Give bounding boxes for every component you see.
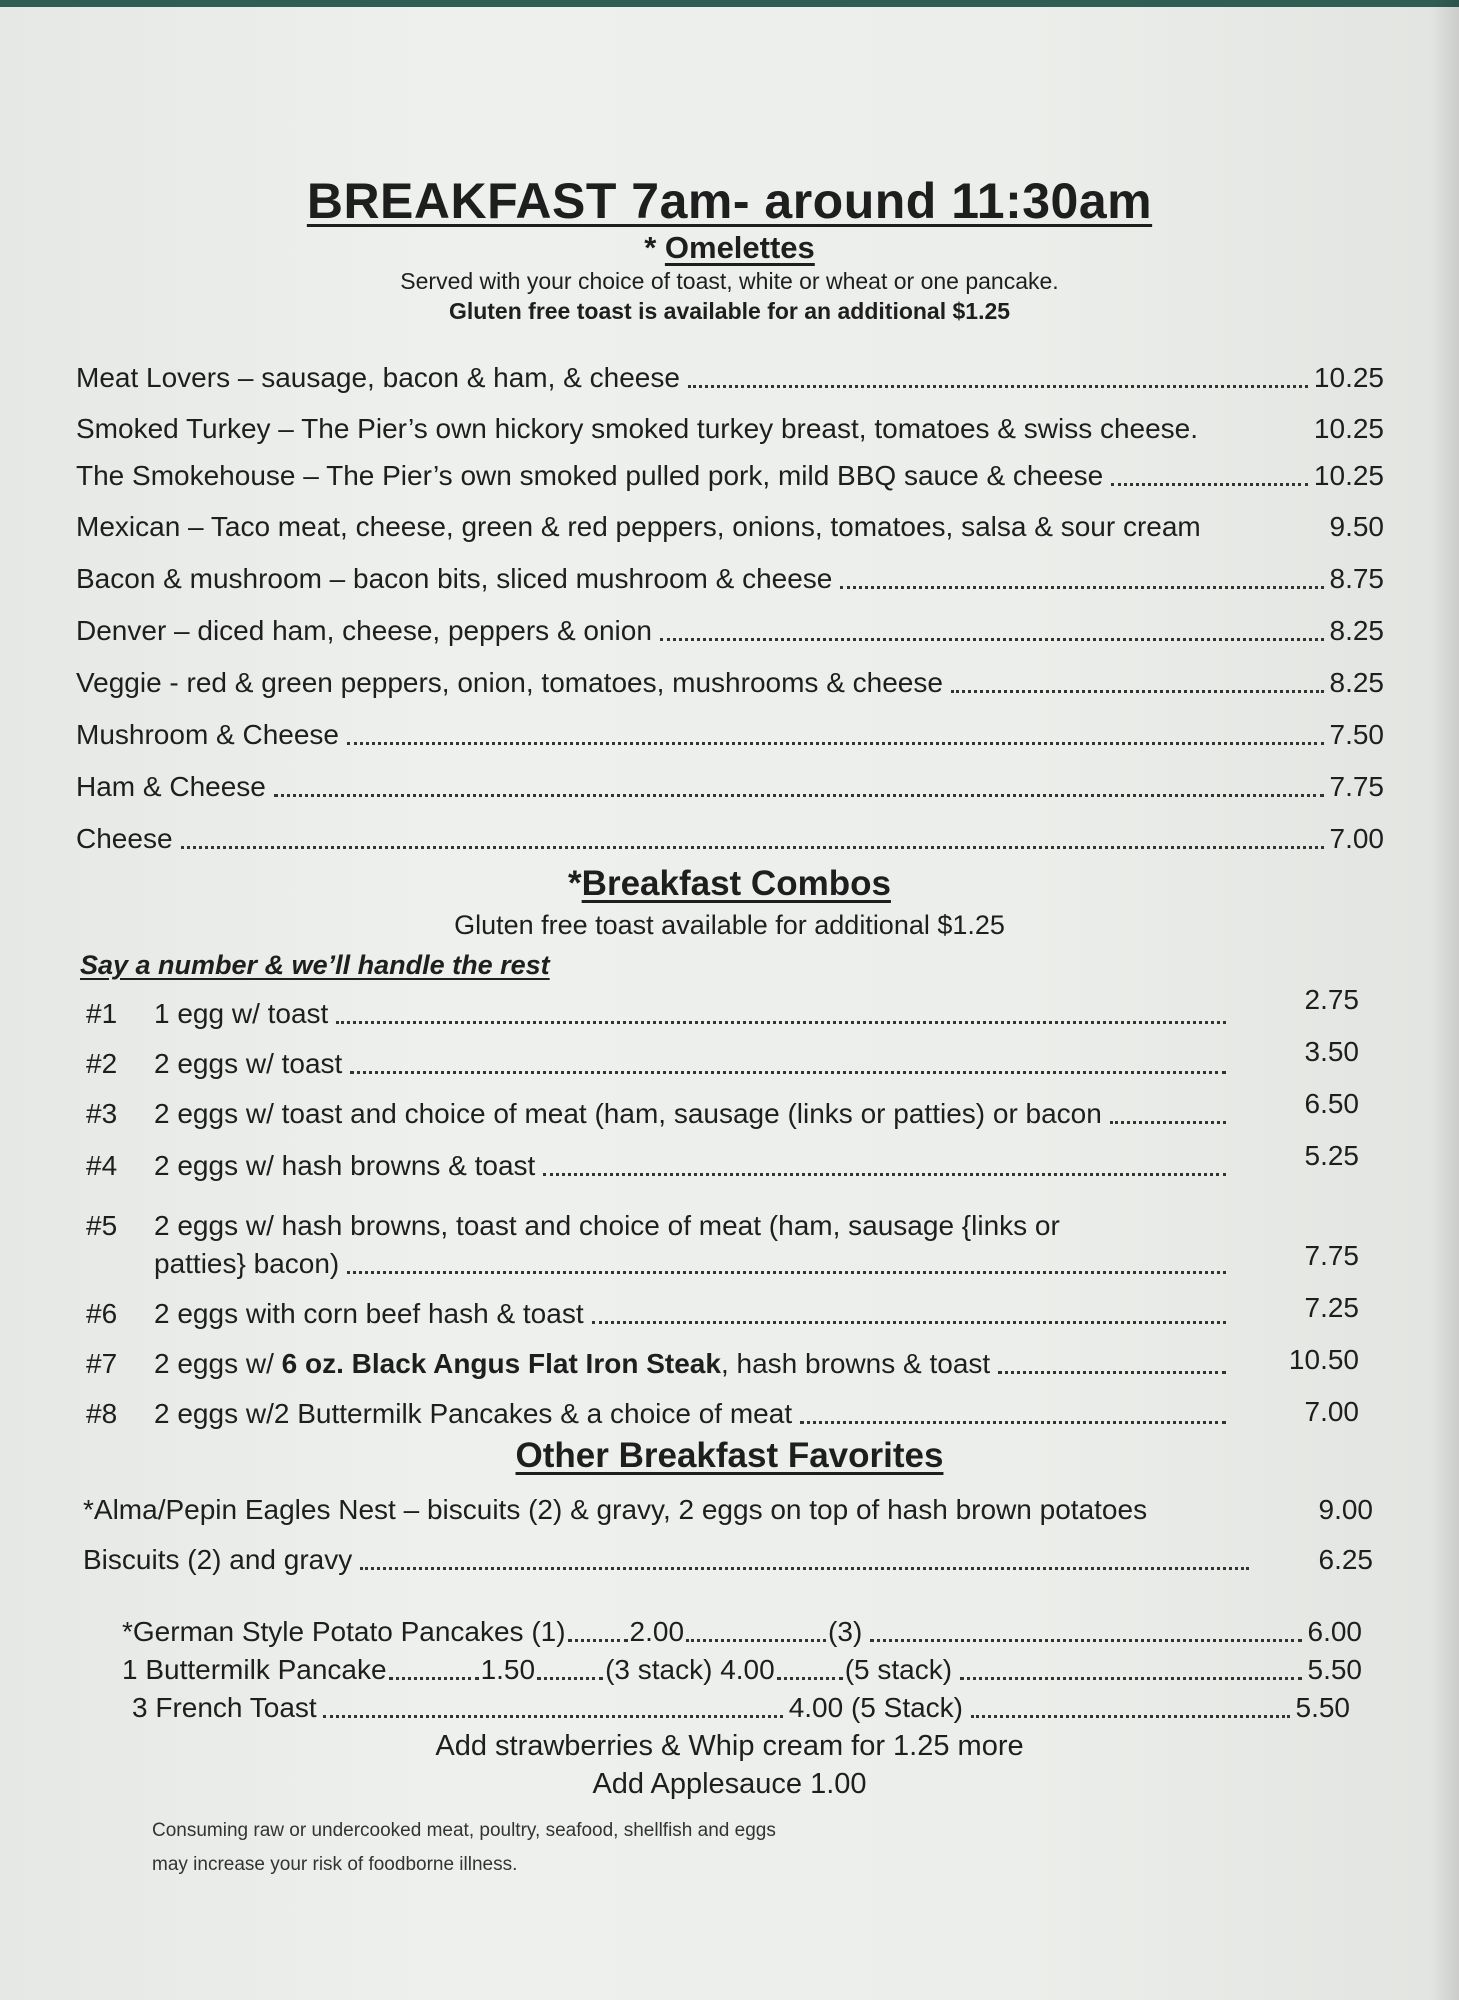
food-warning-line1: Consuming raw or undercooked meat, poultry, seafood, shellfish and eggs xyxy=(152,1820,776,1841)
combo-price: 3.50 xyxy=(1304,1036,1359,1067)
combo-item: #3 2 eggs w/ toast and choice of meat (ham, sausage (links or patties) or bacon xyxy=(86,1098,1232,1130)
food-warning-line2: may increase your risk of foodborne illness. xyxy=(152,1854,518,1875)
add-applesauce: Add Applesauce 1.00 xyxy=(592,1768,867,1800)
menu-item: Veggie - red & green peppers, onion, tomatoes, mushrooms & cheese 8.25 xyxy=(76,667,1384,698)
combos-note: Gluten free toast available for additional $1.25 xyxy=(454,910,1005,940)
combo-price: 10.50 xyxy=(1288,1344,1359,1375)
menu-item: Ham & Cheese 7.75 xyxy=(76,771,1384,802)
combo-price: 7.75 xyxy=(1304,1240,1359,1271)
combo-item: #4 2 eggs w/ hash browns & toast xyxy=(86,1150,1232,1182)
combo-item: #1 1 egg w/ toast xyxy=(86,998,1232,1030)
favorite-item: Biscuits (2) and gravy 6.25 xyxy=(83,1544,1373,1575)
menu-item: Smoked Turkey – The Pier’s own hickory smoked turkey breast, tomatoes & swiss cheese. 10.25 xyxy=(76,413,1384,444)
combo-price: 2.75 xyxy=(1304,984,1359,1015)
gluten-free-note: Gluten free toast is available for an additional $1.25 xyxy=(448,298,1011,324)
combo-item: #7 2 eggs w/ 6 oz. Black Angus Flat Iron Steak, hash browns & toast xyxy=(86,1348,1232,1380)
pancake-line: 1 Buttermilk Pancake 1.50 (3 stack) 4.00 (5 stack) 5.50 xyxy=(122,1654,1362,1685)
combo-item: #6 2 eggs with corn beef hash & toast xyxy=(86,1298,1232,1330)
menu-item: The Smokehouse – The Pier’s own smoked pulled pork, mild BBQ sauce & cheese 10.25 xyxy=(76,460,1384,491)
menu-item: Meat Lovers – sausage, bacon & ham, & cheese 10.25 xyxy=(76,362,1384,393)
top-edge xyxy=(0,0,1459,7)
favorite-item: *Alma/Pepin Eagles Nest – biscuits (2) & gravy, 2 eggs on top of hash brown potatoes 9.00 xyxy=(83,1494,1373,1525)
menu-item: Denver – diced ham, cheese, peppers & onion 8.25 xyxy=(76,615,1384,646)
combo-price: 7.00 xyxy=(1304,1396,1359,1427)
menu-item: Bacon & mushroom – bacon bits, sliced mushroom & cheese 8.75 xyxy=(76,563,1384,594)
combo-price: 5.25 xyxy=(1304,1140,1359,1171)
combo-price: 7.25 xyxy=(1304,1292,1359,1323)
combo-item: #8 2 eggs w/2 Buttermilk Pancakes & a choice of meat xyxy=(86,1398,1232,1430)
menu-item: Mexican – Taco meat, cheese, green & red peppers, onions, tomatoes, salsa & sour cream 9.50 xyxy=(76,511,1384,542)
omelettes-heading: * Omelettes xyxy=(644,230,815,265)
combo-item: #5 2 eggs w/ hash browns, toast and choice of meat (ham, sausage {links or xyxy=(86,1210,1060,1241)
menu-item: Mushroom & Cheese 7.50 xyxy=(76,719,1384,750)
combo-price: 6.50 xyxy=(1304,1088,1359,1119)
favorites-heading: Other Breakfast Favorites xyxy=(515,1436,944,1475)
pancake-line: *German Style Potato Pancakes (1) 2.00 (3) 6.00 xyxy=(122,1616,1362,1647)
add-strawberries: Add strawberries & Whip cream for 1.25 more xyxy=(435,1730,1024,1762)
combos-tagline: Say a number & we’ll handle the rest xyxy=(80,950,550,980)
combos-heading: *Breakfast Combos xyxy=(568,864,891,903)
menu-item: Cheese 7.00 xyxy=(76,823,1384,854)
page-title: BREAKFAST 7am- around 11:30am xyxy=(306,173,1153,229)
combo-item: #2 2 eggs w/ toast xyxy=(86,1048,1232,1080)
combo-item-cont: patties} bacon) xyxy=(154,1248,1232,1280)
french-toast-line: 3 French Toast 4.00 (5 Stack) 5.50 xyxy=(132,1692,1350,1723)
omelettes-note: Served with your choice of toast, white or wheat or one pancake. xyxy=(400,268,1059,294)
